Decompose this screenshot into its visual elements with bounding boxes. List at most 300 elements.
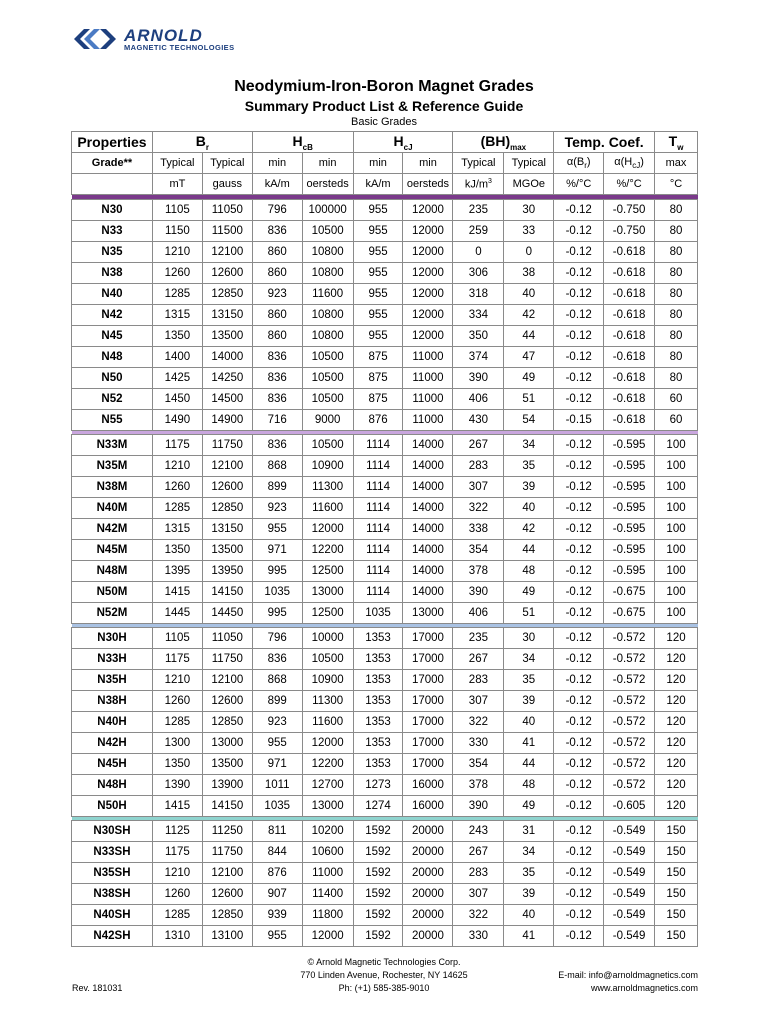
table-cell: 1210 bbox=[152, 456, 202, 477]
table-cell: 1353 bbox=[353, 733, 403, 754]
footer-website[interactable]: www.arnoldmagnetics.com bbox=[590, 983, 698, 993]
table-cell: 923 bbox=[252, 712, 302, 733]
grades-body bbox=[72, 195, 698, 947]
table-row bbox=[72, 733, 698, 754]
table-cell: -0.572 bbox=[604, 649, 655, 670]
table-cell: 12600 bbox=[202, 884, 252, 905]
table-cell: 34 bbox=[504, 649, 554, 670]
table-cell: -0.618 bbox=[604, 326, 655, 347]
table-cell: 12000 bbox=[403, 221, 453, 242]
grade-cell: N45 bbox=[72, 326, 153, 347]
table-cell: 13500 bbox=[202, 540, 252, 561]
table-cell: 12100 bbox=[202, 670, 252, 691]
table-row bbox=[72, 628, 698, 649]
table-row bbox=[72, 691, 698, 712]
table-cell: 120 bbox=[655, 775, 698, 796]
table-cell: 1105 bbox=[152, 200, 202, 221]
unit-header: kA/m bbox=[353, 174, 403, 195]
table-cell: -0.12 bbox=[554, 221, 604, 242]
table-row bbox=[72, 561, 698, 582]
table-cell: 12600 bbox=[202, 477, 252, 498]
grade-cell: N38 bbox=[72, 263, 153, 284]
table-cell: 1315 bbox=[152, 519, 202, 540]
table-cell: 1175 bbox=[152, 842, 202, 863]
table-cell: 14000 bbox=[403, 498, 453, 519]
table-cell: 334 bbox=[453, 305, 504, 326]
table-cell: 283 bbox=[453, 863, 504, 884]
table-cell: 11750 bbox=[202, 435, 252, 456]
table-cell: 1592 bbox=[353, 842, 403, 863]
sub-header: Typical bbox=[504, 153, 554, 174]
footer-address: 770 Linden Avenue, Rochester, NY 14625 bbox=[300, 970, 468, 980]
table-cell: 1035 bbox=[252, 796, 302, 817]
table-cell: -0.12 bbox=[554, 456, 604, 477]
table-cell: 374 bbox=[453, 347, 504, 368]
grade-header: Grade** bbox=[72, 153, 153, 174]
table-cell: 100 bbox=[655, 582, 698, 603]
table-cell: 306 bbox=[453, 263, 504, 284]
grade-cell: N48M bbox=[72, 561, 153, 582]
table-cell: 13100 bbox=[202, 926, 252, 947]
table-cell: 80 bbox=[655, 242, 698, 263]
table-cell: 955 bbox=[353, 305, 403, 326]
table-cell: -0.572 bbox=[604, 754, 655, 775]
table-row bbox=[72, 863, 698, 884]
table-cell: 20000 bbox=[403, 863, 453, 884]
table-cell: 11600 bbox=[302, 284, 353, 305]
table-cell: 12000 bbox=[403, 284, 453, 305]
table-cell: -0.618 bbox=[604, 347, 655, 368]
table-cell: -0.12 bbox=[554, 842, 604, 863]
table-cell: 1353 bbox=[353, 712, 403, 733]
table-cell: 1390 bbox=[152, 775, 202, 796]
table-cell: 120 bbox=[655, 733, 698, 754]
footer-email[interactable]: E-mail: info@arnoldmagnetics.com bbox=[558, 970, 698, 980]
table-cell: 11300 bbox=[302, 691, 353, 712]
table-cell: 1114 bbox=[353, 540, 403, 561]
table-cell: 971 bbox=[252, 540, 302, 561]
table-cell: 1114 bbox=[353, 519, 403, 540]
table-row bbox=[72, 926, 698, 947]
table-cell: -0.12 bbox=[554, 863, 604, 884]
table-cell: 80 bbox=[655, 200, 698, 221]
table-cell: 60 bbox=[655, 389, 698, 410]
table-cell: -0.12 bbox=[554, 754, 604, 775]
table-cell: 14000 bbox=[403, 540, 453, 561]
table-cell: 1353 bbox=[353, 649, 403, 670]
table-cell: 1350 bbox=[152, 326, 202, 347]
table-cell: 955 bbox=[252, 733, 302, 754]
grade-cell: N52 bbox=[72, 389, 153, 410]
table-cell: -0.12 bbox=[554, 603, 604, 624]
table-cell: 939 bbox=[252, 905, 302, 926]
table-cell: 100 bbox=[655, 603, 698, 624]
table-cell: 354 bbox=[453, 754, 504, 775]
tw-header: $T_w$ bbox=[655, 132, 698, 153]
grade-cell: N45H bbox=[72, 754, 153, 775]
table-cell: 120 bbox=[655, 691, 698, 712]
table-cell: 876 bbox=[353, 410, 403, 431]
table-row bbox=[72, 263, 698, 284]
grade-cell: N33H bbox=[72, 649, 153, 670]
table-row bbox=[72, 389, 698, 410]
table-cell: -0.12 bbox=[554, 498, 604, 519]
unit-header: %/°C bbox=[554, 174, 604, 195]
table-cell: 49 bbox=[504, 368, 554, 389]
table-cell: 307 bbox=[453, 884, 504, 905]
table-cell: -0.618 bbox=[604, 410, 655, 431]
table-cell: 40 bbox=[504, 712, 554, 733]
table-cell: 12100 bbox=[202, 242, 252, 263]
table-cell: -0.12 bbox=[554, 733, 604, 754]
table-cell: 80 bbox=[655, 347, 698, 368]
table-cell: 1350 bbox=[152, 540, 202, 561]
table-cell: 955 bbox=[252, 519, 302, 540]
table-cell: 267 bbox=[453, 649, 504, 670]
table-cell: 378 bbox=[453, 561, 504, 582]
table-cell: 899 bbox=[252, 477, 302, 498]
table-cell: 31 bbox=[504, 821, 554, 842]
grade-cell: N45M bbox=[72, 540, 153, 561]
table-cell: 1035 bbox=[252, 582, 302, 603]
table-row bbox=[72, 821, 698, 842]
table-cell: 1445 bbox=[152, 603, 202, 624]
grade-cell: N42M bbox=[72, 519, 153, 540]
grade-cell: N38SH bbox=[72, 884, 153, 905]
table-cell: 13000 bbox=[202, 733, 252, 754]
sub-header: $\alpha(B_r)$ bbox=[554, 153, 604, 174]
table-cell: -0.12 bbox=[554, 884, 604, 905]
table-cell: 20000 bbox=[403, 821, 453, 842]
table-cell: -0.572 bbox=[604, 691, 655, 712]
sub-header: max bbox=[655, 153, 698, 174]
table-cell: 12200 bbox=[302, 540, 353, 561]
page-title: Neodymium-Iron-Boron Magnet Grades bbox=[234, 78, 534, 95]
table-cell: 12600 bbox=[202, 263, 252, 284]
table-row bbox=[72, 884, 698, 905]
table-row bbox=[72, 670, 698, 691]
grade-cell: N35 bbox=[72, 242, 153, 263]
grade-cell: N42H bbox=[72, 733, 153, 754]
table-cell: 1125 bbox=[152, 821, 202, 842]
table-cell: 12000 bbox=[403, 263, 453, 284]
table-cell: -0.549 bbox=[604, 863, 655, 884]
table-cell: 1592 bbox=[353, 884, 403, 905]
table-cell: 44 bbox=[504, 754, 554, 775]
table-cell: -0.618 bbox=[604, 284, 655, 305]
table-cell: 1210 bbox=[152, 242, 202, 263]
table-cell: 11000 bbox=[302, 863, 353, 884]
table-cell: 716 bbox=[252, 410, 302, 431]
table-cell: 1210 bbox=[152, 863, 202, 884]
table-cell: 13950 bbox=[202, 561, 252, 582]
table-row bbox=[72, 347, 698, 368]
table-cell: 1105 bbox=[152, 628, 202, 649]
footer-phone: Ph: (+1) 585-385-9010 bbox=[338, 983, 430, 993]
table-cell: 1114 bbox=[353, 435, 403, 456]
table-cell: 836 bbox=[252, 435, 302, 456]
table-cell: 100 bbox=[655, 561, 698, 582]
table-cell: -0.618 bbox=[604, 263, 655, 284]
table-cell: -0.12 bbox=[554, 712, 604, 733]
table-cell: 44 bbox=[504, 540, 554, 561]
table-cell: 14000 bbox=[403, 582, 453, 603]
table-cell: 390 bbox=[453, 582, 504, 603]
table-cell: 1592 bbox=[353, 905, 403, 926]
table-cell: 13900 bbox=[202, 775, 252, 796]
table-cell: 40 bbox=[504, 498, 554, 519]
table-cell: 120 bbox=[655, 754, 698, 775]
table-cell: 1310 bbox=[152, 926, 202, 947]
grade-cell: N35M bbox=[72, 456, 153, 477]
table-cell: 11000 bbox=[403, 389, 453, 410]
table-cell: -0.15 bbox=[554, 410, 604, 431]
grade-cell: N50H bbox=[72, 796, 153, 817]
table-cell: 150 bbox=[655, 842, 698, 863]
table-cell: 120 bbox=[655, 670, 698, 691]
table-cell: 1353 bbox=[353, 628, 403, 649]
table-cell: -0.12 bbox=[554, 284, 604, 305]
table-cell: 12000 bbox=[403, 305, 453, 326]
table-cell: 17000 bbox=[403, 628, 453, 649]
table-cell: 150 bbox=[655, 926, 698, 947]
page-subtitle: Summary Product List & Reference Guide bbox=[244, 98, 524, 114]
table-row bbox=[72, 368, 698, 389]
table-cell: -0.12 bbox=[554, 540, 604, 561]
table-cell: 1011 bbox=[252, 775, 302, 796]
table-cell: 13500 bbox=[202, 754, 252, 775]
table-row bbox=[72, 582, 698, 603]
unit-header: MGOe bbox=[504, 174, 554, 195]
table-row bbox=[72, 519, 698, 540]
table-cell: 868 bbox=[252, 456, 302, 477]
table-cell: 1114 bbox=[353, 498, 403, 519]
table-cell: 100 bbox=[655, 540, 698, 561]
table-cell: 12850 bbox=[202, 284, 252, 305]
table-cell: 100 bbox=[655, 435, 698, 456]
table-cell: 14250 bbox=[202, 368, 252, 389]
table-cell: 12700 bbox=[302, 775, 353, 796]
table-cell: 12000 bbox=[403, 200, 453, 221]
table-cell: 10200 bbox=[302, 821, 353, 842]
unit-header: gauss bbox=[202, 174, 252, 195]
table-cell: 338 bbox=[453, 519, 504, 540]
table-cell: 13500 bbox=[202, 326, 252, 347]
table-cell: 150 bbox=[655, 863, 698, 884]
table-cell: -0.12 bbox=[554, 477, 604, 498]
table-cell: 1300 bbox=[152, 733, 202, 754]
table-cell: 11500 bbox=[202, 221, 252, 242]
grade-cell: N40M bbox=[72, 498, 153, 519]
table-cell: -0.572 bbox=[604, 670, 655, 691]
table-cell: 1285 bbox=[152, 712, 202, 733]
temp-coef-header: Temp. Coef. bbox=[554, 132, 655, 153]
grade-cell: N40 bbox=[72, 284, 153, 305]
table-cell: 955 bbox=[353, 221, 403, 242]
table-cell: 11400 bbox=[302, 884, 353, 905]
table-cell: 150 bbox=[655, 821, 698, 842]
table-row bbox=[72, 649, 698, 670]
properties-header: Properties bbox=[72, 132, 153, 153]
table-cell: -0.572 bbox=[604, 712, 655, 733]
footer-web bbox=[558, 969, 698, 995]
table-cell: 0 bbox=[453, 242, 504, 263]
table-row bbox=[72, 456, 698, 477]
table-cell: -0.618 bbox=[604, 389, 655, 410]
table-row bbox=[72, 842, 698, 863]
table-cell: 955 bbox=[252, 926, 302, 947]
table-cell: 860 bbox=[252, 242, 302, 263]
table-cell: 14500 bbox=[202, 389, 252, 410]
table-cell: 12000 bbox=[302, 519, 353, 540]
table-cell: 48 bbox=[504, 775, 554, 796]
grade-cell: N40SH bbox=[72, 905, 153, 926]
sub-header: Typical bbox=[202, 153, 252, 174]
table-cell: 51 bbox=[504, 603, 554, 624]
table-cell: 10800 bbox=[302, 242, 353, 263]
table-cell: 39 bbox=[504, 477, 554, 498]
table-cell: 12000 bbox=[302, 926, 353, 947]
table-cell: 11050 bbox=[202, 628, 252, 649]
sub-header: Typical bbox=[152, 153, 202, 174]
table-row bbox=[72, 242, 698, 263]
table-cell: 1035 bbox=[353, 603, 403, 624]
table-cell: -0.675 bbox=[604, 603, 655, 624]
table-cell: 12100 bbox=[202, 863, 252, 884]
table-cell: -0.12 bbox=[554, 649, 604, 670]
table-cell: -0.595 bbox=[604, 456, 655, 477]
table-cell: 14000 bbox=[403, 519, 453, 540]
hcb-header: $H_{cB}$ bbox=[252, 132, 353, 153]
table-cell: 12000 bbox=[403, 326, 453, 347]
grade-cell: N33SH bbox=[72, 842, 153, 863]
table-cell: -0.595 bbox=[604, 498, 655, 519]
table-cell: 1592 bbox=[353, 821, 403, 842]
table-cell: 875 bbox=[353, 347, 403, 368]
table-cell: 11600 bbox=[302, 712, 353, 733]
table-cell: 14000 bbox=[403, 561, 453, 582]
table-cell: 12000 bbox=[403, 242, 453, 263]
sub-header: min bbox=[252, 153, 302, 174]
table-cell: 923 bbox=[252, 498, 302, 519]
table-cell: 1260 bbox=[152, 263, 202, 284]
table-cell: 48 bbox=[504, 561, 554, 582]
table-cell: 1353 bbox=[353, 670, 403, 691]
sub-header: min bbox=[302, 153, 353, 174]
table-cell: 995 bbox=[252, 561, 302, 582]
table-cell: -0.12 bbox=[554, 389, 604, 410]
table-cell: 322 bbox=[453, 905, 504, 926]
table-cell: -0.618 bbox=[604, 242, 655, 263]
table-cell: 955 bbox=[353, 200, 403, 221]
table-cell: 80 bbox=[655, 221, 698, 242]
grade-cell: N48 bbox=[72, 347, 153, 368]
grade-cell: N40H bbox=[72, 712, 153, 733]
table-cell: 322 bbox=[453, 712, 504, 733]
table-cell: 235 bbox=[453, 200, 504, 221]
table-cell: 1350 bbox=[152, 754, 202, 775]
table-cell: 1450 bbox=[152, 389, 202, 410]
table-cell: 12200 bbox=[302, 754, 353, 775]
table-cell: 1425 bbox=[152, 368, 202, 389]
table-cell: 1285 bbox=[152, 498, 202, 519]
unit-header: %/°C bbox=[604, 174, 655, 195]
table-cell: 10600 bbox=[302, 842, 353, 863]
table-cell: 955 bbox=[353, 242, 403, 263]
table-cell: 1150 bbox=[152, 221, 202, 242]
table-cell: 9000 bbox=[302, 410, 353, 431]
table-cell: 1274 bbox=[353, 796, 403, 817]
table-cell: 38 bbox=[504, 263, 554, 284]
table-cell: 10900 bbox=[302, 456, 353, 477]
table-cell: 1260 bbox=[152, 477, 202, 498]
table-cell: 406 bbox=[453, 389, 504, 410]
table-cell: 16000 bbox=[403, 775, 453, 796]
table-cell: 12850 bbox=[202, 905, 252, 926]
table-cell: 60 bbox=[655, 410, 698, 431]
table-cell: 390 bbox=[453, 796, 504, 817]
table-cell: 10500 bbox=[302, 649, 353, 670]
table-cell: 100 bbox=[655, 498, 698, 519]
table-cell: 390 bbox=[453, 368, 504, 389]
grade-cell: N52M bbox=[72, 603, 153, 624]
table-cell: 307 bbox=[453, 477, 504, 498]
table-cell: 14000 bbox=[403, 477, 453, 498]
sub-header: $\alpha(H_{cJ})$ bbox=[604, 153, 655, 174]
table-cell: 34 bbox=[504, 842, 554, 863]
table-row bbox=[72, 305, 698, 326]
grade-cell: N38H bbox=[72, 691, 153, 712]
table-cell: 995 bbox=[252, 603, 302, 624]
table-cell: 20000 bbox=[403, 842, 453, 863]
table-cell: -0.595 bbox=[604, 519, 655, 540]
table-cell: 10900 bbox=[302, 670, 353, 691]
table-cell: 11050 bbox=[202, 200, 252, 221]
table-cell: -0.12 bbox=[554, 582, 604, 603]
table-cell: 120 bbox=[655, 649, 698, 670]
table-cell: -0.12 bbox=[554, 926, 604, 947]
table-cell: -0.572 bbox=[604, 628, 655, 649]
table-cell: -0.618 bbox=[604, 305, 655, 326]
table-cell: -0.12 bbox=[554, 821, 604, 842]
table-cell: 17000 bbox=[403, 691, 453, 712]
table-cell: 1175 bbox=[152, 435, 202, 456]
table-cell: 11250 bbox=[202, 821, 252, 842]
table-cell: 100 bbox=[655, 477, 698, 498]
section-label: Basic Grades bbox=[350, 116, 418, 128]
sub-header: Typical bbox=[453, 153, 504, 174]
table-cell: 259 bbox=[453, 221, 504, 242]
arnold-logo-icon bbox=[72, 26, 118, 52]
arnold-logo bbox=[72, 26, 262, 52]
table-cell: 40 bbox=[504, 905, 554, 926]
table-cell: 1114 bbox=[353, 561, 403, 582]
table-cell: 354 bbox=[453, 540, 504, 561]
table-cell: 11000 bbox=[403, 347, 453, 368]
table-cell: 860 bbox=[252, 263, 302, 284]
table-cell: -0.12 bbox=[554, 796, 604, 817]
table-cell: 30 bbox=[504, 628, 554, 649]
unit-header: mT bbox=[152, 174, 202, 195]
table-cell: 330 bbox=[453, 926, 504, 947]
table-cell: -0.618 bbox=[604, 368, 655, 389]
table-cell: 10800 bbox=[302, 326, 353, 347]
table-cell: 30 bbox=[504, 200, 554, 221]
table-cell: 1315 bbox=[152, 305, 202, 326]
grade-cell: N38M bbox=[72, 477, 153, 498]
table-cell: 0 bbox=[504, 242, 554, 263]
br-header: $B_r$ bbox=[152, 132, 252, 153]
